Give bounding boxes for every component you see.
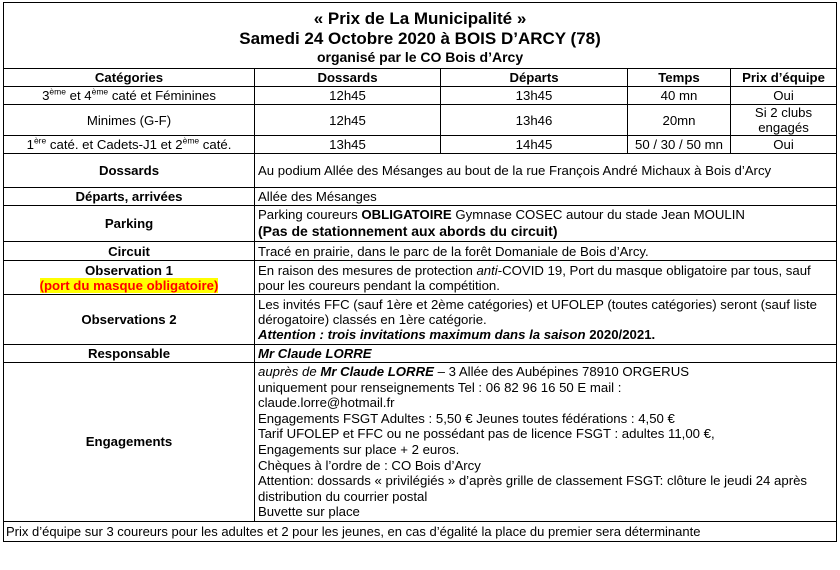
departs-cell: 14h45 — [441, 136, 628, 154]
departs-cell: 13h46 — [441, 105, 628, 136]
info-row-parking — [4, 206, 837, 242]
info-row-dossards — [4, 154, 837, 188]
footer-row — [4, 521, 837, 541]
table-row — [4, 136, 837, 154]
responsable-name: Mr Claude LORRE — [255, 345, 837, 363]
race-flyer — [3, 2, 836, 542]
category-cell: 1ère caté. et Cadets-J1 et 2ème caté. — [4, 136, 255, 154]
info-row-departs — [4, 188, 837, 206]
col-header-departs: Départs — [441, 69, 628, 87]
departs-cell: 13h45 — [441, 87, 628, 105]
category-cell: Minimes (G-F) — [4, 105, 255, 136]
departs-label: Départs, arrivées — [4, 188, 255, 206]
temps-cell: 50 / 30 / 50 mn — [628, 136, 731, 154]
dossards-cell: 13h45 — [255, 136, 441, 154]
prix-cell: Oui — [731, 87, 837, 105]
title-cell — [4, 3, 837, 69]
observation1-text: En raison des mesures de protection anti-COVID 19, Port du masque obligatoire par tous, sauf pour les coureurs pendant la compétition. — [255, 261, 837, 295]
info-row-engagements — [4, 363, 837, 522]
col-header-prix: Prix d’équipe — [731, 69, 837, 87]
observation2-text: Les invités FFC (sauf 1ère et 2ème catégories) et UFOLEP (toutes catégories) seront (sauf liste dérogatoire) classés en 1ère catégorie. Attention : trois invitations maximum dans la saison 2020/2021. — [255, 295, 837, 345]
prix-cell: Oui — [731, 136, 837, 154]
dossards-label: Dossards — [4, 154, 255, 188]
col-header-categories: Catégories — [4, 69, 255, 87]
mask-warning-highlight: (port du masque obligatoire) — [39, 277, 219, 293]
dossards-cell: 12h45 — [255, 87, 441, 105]
event-organizer: organisé par le CO Bois d’Arcy — [316, 48, 524, 65]
contact-email: claude.lorre@hotmail.fr — [258, 395, 395, 411]
dossards-text: Au podium Allée des Mésanges au bout de la rue François André Michaux à Bois d’Arcy — [255, 154, 837, 188]
dossards-cell: 12h45 — [255, 105, 441, 136]
info-row-observation1 — [4, 261, 837, 295]
engagements-label: Engagements — [4, 363, 255, 522]
temps-cell: 20mn — [628, 105, 731, 136]
info-row-observation2 — [4, 295, 837, 345]
col-header-temps: Temps — [628, 69, 731, 87]
title-row — [4, 3, 837, 69]
responsable-label: Responsable — [4, 345, 255, 363]
engagements-text: auprès de Mr Claude LORRE – 3 Allée des Aubépines 78910 ORGERUS uniquement pour renseignements Tel : 06 82 96 16 50 E mail : claude.lorre@hotmail.fr Engagements FSGT Adultes : 5,50 € Jeunes toutes fédérations : 4,50 € Tarif UFOLEP et FFC ou ne possédant pas de licence FSGT : adultes 11,00 €, Engagements sur place + 2 euros. Chèques à l’ordre de : CO Bois d’Arcy Attention: dossards « privilégiés » d’après grille de classement FSGT: clôture le jeudi 24 après distribution du courrier postal Buvette sur place — [255, 363, 837, 522]
table-row — [4, 105, 837, 136]
parking-label: Parking — [4, 206, 255, 242]
category-cell: 3ème et 4ème caté et Féminines — [4, 87, 255, 105]
flyer-table — [3, 2, 837, 542]
prix-cell: Si 2 clubs engagés — [731, 105, 837, 136]
circuit-label: Circuit — [4, 242, 255, 261]
circuit-text: Tracé en prairie, dans le parc de la forêt Domaniale de Bois d’Arcy. — [255, 242, 837, 261]
footer-note: Prix d’équipe sur 3 coureurs pour les adultes et 2 pour les jeunes, en cas d’égalité la place du premier sera déterminante — [4, 521, 837, 541]
observation2-label: Observations 2 — [4, 295, 255, 345]
observation1-label: Observation 1 — [85, 262, 173, 278]
event-date-place: Samedi 24 Octobre 2020 à BOIS D’ARCY (78) — [239, 28, 601, 48]
col-header-dossards: Dossards — [255, 69, 441, 87]
column-header-row — [4, 69, 837, 87]
table-row — [4, 87, 837, 105]
observation1-label-cell — [4, 261, 255, 295]
info-row-circuit — [4, 242, 837, 261]
temps-cell: 40 mn — [628, 87, 731, 105]
event-title: « Prix de La Municipalité » — [313, 8, 527, 28]
info-row-responsable — [4, 345, 837, 363]
departs-text: Allée des Mésanges — [255, 188, 837, 206]
parking-text: Parking coureurs OBLIGATOIRE Gymnase COSEC autour du stade Jean MOULIN (Pas de stationnement aux abords du circuit) — [255, 206, 837, 242]
